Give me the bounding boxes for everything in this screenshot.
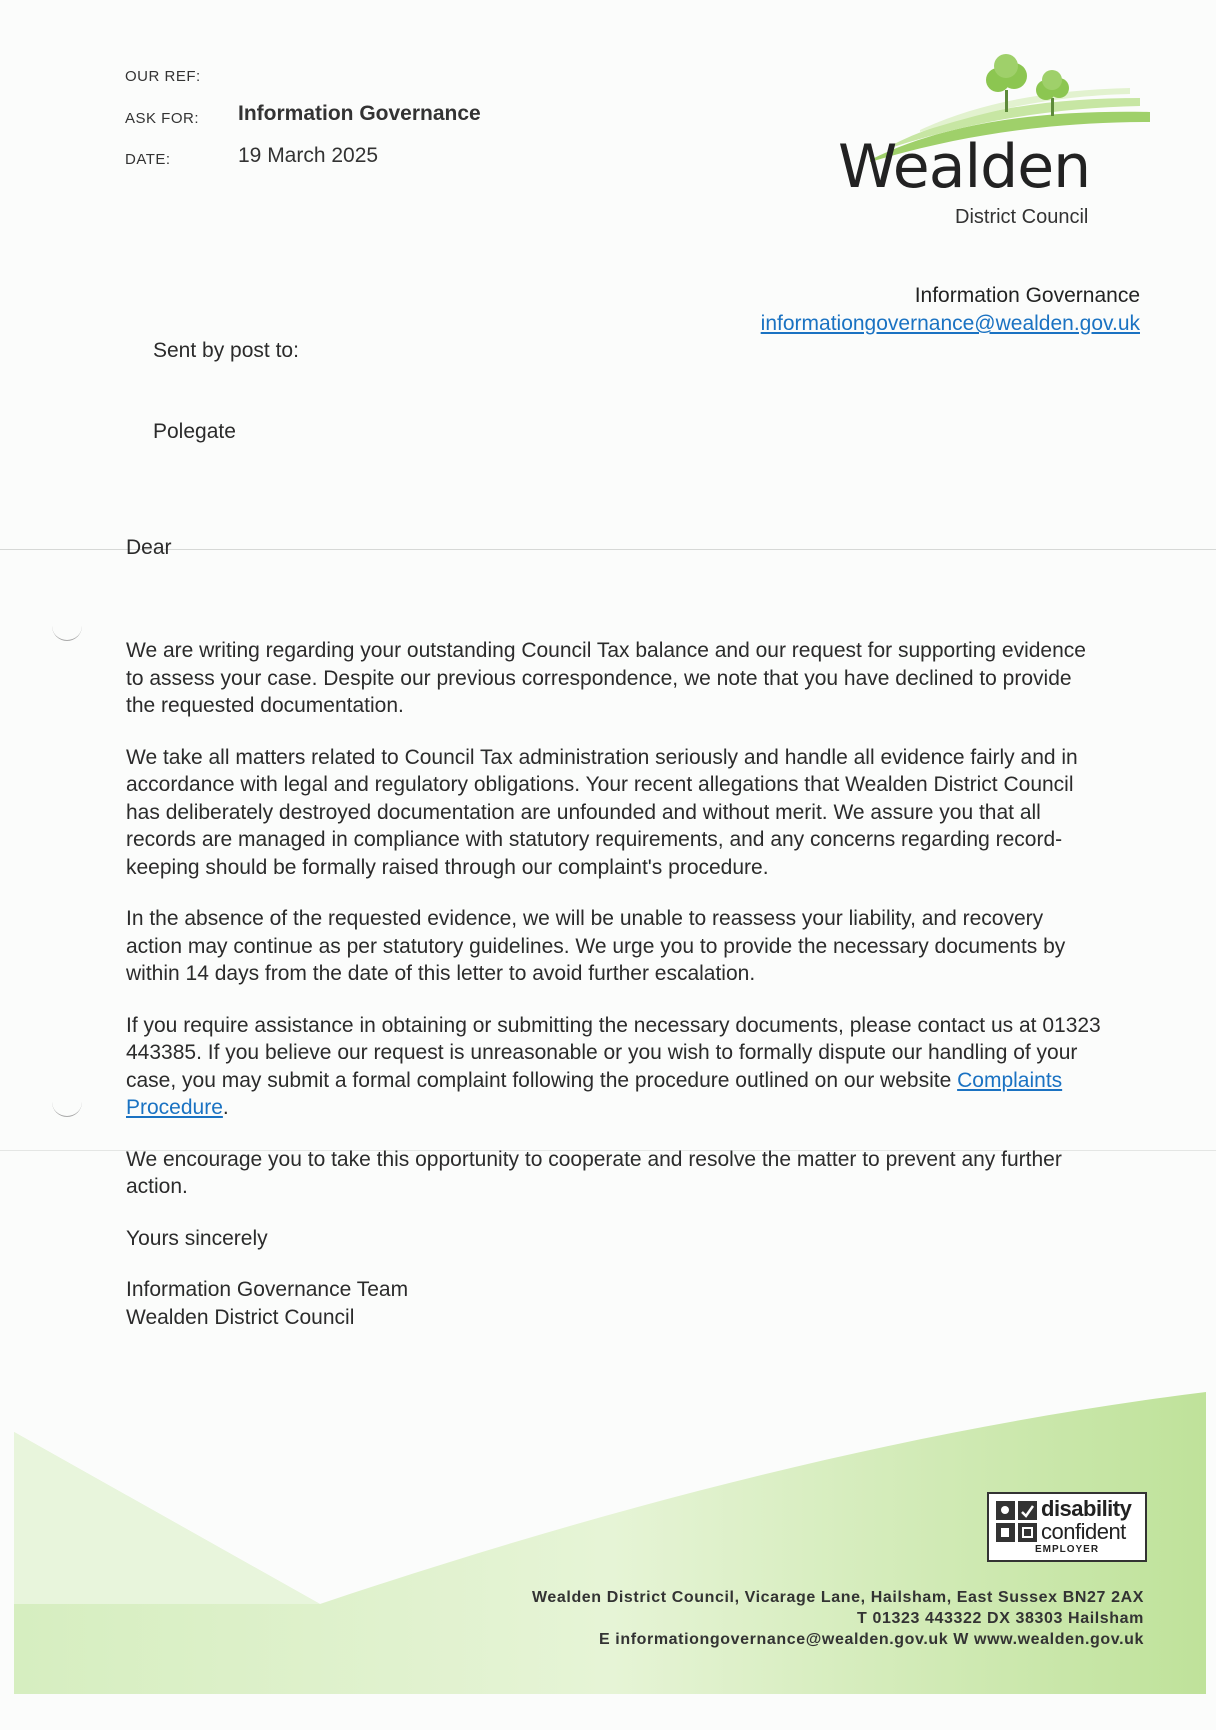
- badge-line2: confident: [1041, 1519, 1126, 1544]
- disability-confident-badge: [987, 1492, 1147, 1562]
- paragraph-2: We take all matters related to Council Tax administration seriously and handle all evidence fairly and in accordance with legal and regulatory obligations. Your recent allegations that Wealden District Council has deliberately destroyed documentation are unfounded and without merit. We assure you that all records are managed in compliance with statutory requirements, and any concerns regarding record-keeping should be formally raised through our complaint's procedure.: [126, 745, 1078, 879]
- letter-body: [126, 637, 1101, 1331]
- badge-line1: disability: [1041, 1496, 1132, 1521]
- logo-subtitle: District Council: [955, 206, 1089, 228]
- signature-council: Wealden District Council: [126, 1305, 355, 1329]
- ask-for-label: ASK FOR:: [125, 110, 200, 127]
- sender-block: [761, 282, 1140, 338]
- signature-team: Information Governance Team: [126, 1278, 409, 1301]
- paragraph-4-end: .: [222, 1096, 229, 1119]
- paragraph-1: We are writing regarding your outstanding Council Tax balance and our request for supporting evidence to assess your case. Despite our previous correspondence, we note that you have declined to provide the requested documentation.: [126, 639, 1086, 717]
- fold-line: [0, 549, 1216, 550]
- paragraph-4-text: If you require assistance in obtaining or submitting the necessary documents, please contact us at 01323 443385. If you believe our request is unreasonable or you wish to formally dispute our handling of your case, you may submit a formal complaint following the procedure outlined on our website: [126, 1013, 1101, 1092]
- salutation: Dear: [126, 536, 172, 559]
- recipient-town: Polegate: [153, 420, 236, 443]
- footer-address: Wealden District Council, Vicarage Lane, Hailsham, East Sussex BN27 2AX: [531, 1589, 1144, 1606]
- punch-mark: [52, 626, 82, 641]
- footer-phone-dx: T 01323 443322 DX 38303 Hailsham: [857, 1610, 1144, 1627]
- complaints-procedure-link[interactable]: Complaints Procedure: [126, 1068, 1063, 1119]
- sender-email-link[interactable]: informationgovernance@wealden.gov.uk: [760, 312, 1140, 335]
- sent-by-post: Sent by post to:: [153, 339, 299, 362]
- paragraph-4: [126, 1012, 1101, 1122]
- paragraph-5: We encourage you to take this opportunity to cooperate and resolve the matter to prevent any further action.: [126, 1147, 1062, 1198]
- sender-department: Information Governance: [914, 284, 1140, 307]
- date-label: DATE:: [125, 151, 171, 168]
- punch-mark: [52, 1102, 82, 1117]
- disability-confident-icon: [995, 1500, 1039, 1544]
- date-value: 19 March 2025: [238, 144, 379, 167]
- wealden-logo: [830, 50, 1160, 240]
- ask-for-value: Information Governance: [238, 102, 481, 125]
- our-ref-label: OUR REF:: [125, 68, 201, 85]
- sign-off: Yours sincerely: [126, 1226, 268, 1250]
- logo-wordmark: Wealden: [838, 132, 1091, 202]
- badge-line3: EMPLOYER: [1034, 1544, 1100, 1555]
- paragraph-3: In the absence of the requested evidence, we will be unable to reassess your liability, and recovery action may continue as per statutory guidelines. We urge you to provide the necessary documents by within 14 days from the date of this letter to avoid further escalation.: [126, 907, 1066, 985]
- footer-email-web: E informationgovernance@wealden.gov.uk W www.wealden.gov.uk: [598, 1631, 1144, 1648]
- footer-contact: [532, 1587, 1144, 1650]
